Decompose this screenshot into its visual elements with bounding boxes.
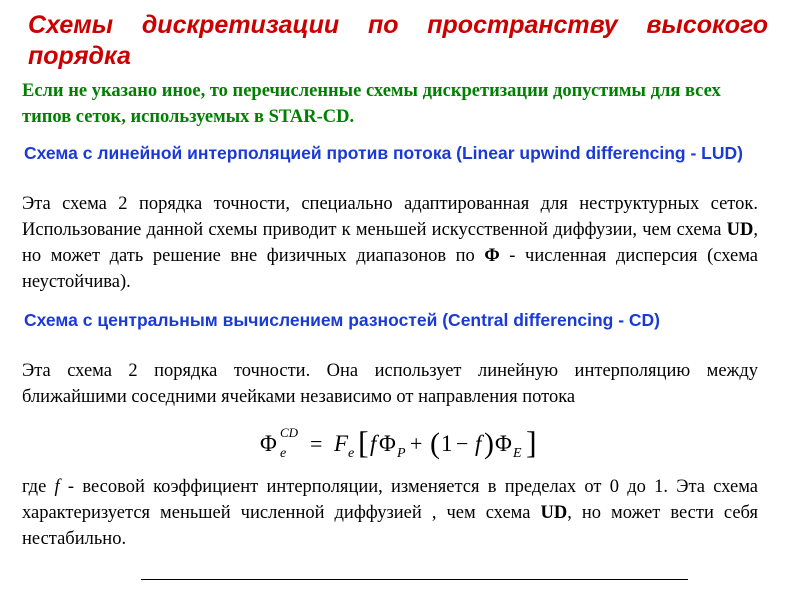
- formula-one: 1: [441, 431, 453, 456]
- formula-left-bracket: [: [358, 424, 369, 460]
- formula-f2: f: [475, 431, 482, 456]
- lud-text-a: Эта схема 2 порядка точности, специально адаптированная для неструктурных сеток. Использование данной схемы приводит к меньшей искусственной диффузии, чем схема: [22, 194, 758, 240]
- where-paragraph: [22, 474, 758, 552]
- formula-sub-e: e: [280, 446, 287, 461]
- formula-right-paren: ): [484, 427, 494, 460]
- formula-sub-E: E: [513, 446, 522, 461]
- where-ud-term: UD: [540, 503, 568, 523]
- lud-text-e: - численная дисперсия (схема неустойчива).: [22, 246, 759, 292]
- formula-sup-cd: CD: [280, 425, 299, 440]
- slide-title: Схемы дискретизации по пространству высокого порядка: [28, 11, 768, 70]
- formula-equals: =: [310, 431, 323, 456]
- where-text-b: - весовой коэффициент интерполяции, изменяется в пределах от 0 до 1. Эта схема характеризуется меньшей численной диффузией , чем схема: [22, 477, 758, 523]
- where-f-symbol: f: [54, 477, 60, 497]
- cd-heading: Схема с центральным вычислением разностей (Central differencing - CD): [24, 310, 661, 330]
- lud-ud-term: UD: [726, 220, 754, 240]
- lud-phi-symbol: Φ: [484, 246, 500, 266]
- intro-note: Если не указано иное, то перечисленные схемы дискретизации допустимы для всех типов сеток, используемых в STAR-CD.: [22, 81, 721, 127]
- footer-divider: [141, 579, 688, 580]
- lud-paragraph: [22, 191, 758, 295]
- cd-paragraph: Эта схема 2 порядка точности. Она использует линейную интерполяцию между ближайшими соседними ячейками независимо от направления потока: [22, 361, 758, 407]
- formula-right-bracket: ]: [526, 424, 537, 460]
- formula-F: F: [334, 431, 349, 456]
- formula-phi: Φ: [260, 431, 277, 456]
- formula-phi3: Φ: [495, 431, 512, 456]
- where-text-c: , но может вести себя нестабильно.: [22, 503, 758, 549]
- lud-heading: Схема с линейной интерполяцией против потока (Linear upwind differencing - LUD): [24, 143, 743, 163]
- formula-plus: +: [410, 431, 423, 456]
- cd-formula: [258, 420, 548, 464]
- where-text-a: где: [22, 477, 55, 497]
- formula-left-paren: (: [430, 427, 440, 460]
- formula-sub-e2: e: [348, 446, 355, 461]
- formula-minus: −: [456, 431, 469, 456]
- lud-text-c: , но может дать решение вне физичных диапазонов по: [22, 220, 758, 266]
- formula-f1: f: [370, 431, 377, 456]
- formula-phi2: Φ: [379, 431, 396, 456]
- formula-sub-P: P: [397, 446, 406, 461]
